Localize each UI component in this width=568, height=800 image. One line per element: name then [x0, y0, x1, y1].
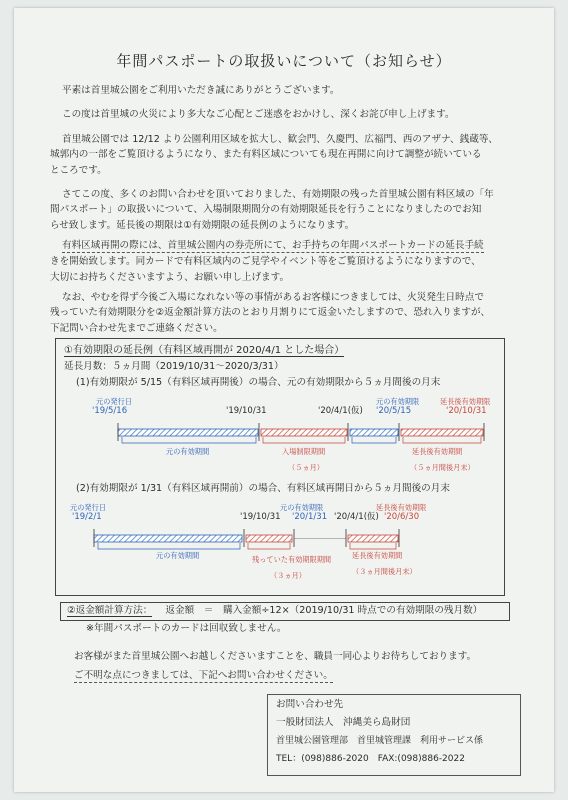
case2-timeline-svg: [56, 525, 504, 555]
notice-sheet: [14, 8, 554, 792]
case2-remaining-label: 残っていた有効期限期間: [252, 555, 332, 564]
paragraph-line: 有料区域再開の際には、首里城公園内の券売所にて、お手持ちの年間パスポートカードの延長手続: [62, 240, 484, 251]
paragraph-line: 城郭内の一部をご覧頂けるようになり、また有料区域についても現在再開に向けて調整が続いている: [50, 149, 482, 160]
extension-example-box: [55, 338, 505, 596]
paragraph-line: 間パスポート」の取扱いについて、入場制限期間分の有効期限延長を行うことになりましたのでお知: [50, 204, 482, 215]
paragraph-line: 平素は首里城公園をご利用いただき誠にありがとうございます。: [62, 85, 340, 96]
example-heading-note: （有料区域再開が 2020/4/1 とした場合）: [152, 345, 345, 356]
paragraph-line: さてこの度、多くのお問い合わせを頂いておりました、有効期限の残った首里城公園有料区域の「年: [62, 189, 494, 200]
case1-orig-remaining-bar: [350, 429, 398, 436]
case1-issue-label: 元の発行日: [96, 397, 132, 406]
case2-extended-bar: [348, 535, 398, 542]
case2-ext-label: 延長後有効期間: [352, 551, 403, 560]
case1-restricted-label: 入場制限期間: [282, 447, 326, 456]
case1-fire-date: '19/10/31: [226, 406, 267, 416]
case2-ext-sub: （３ヵ月間後月末）: [352, 567, 417, 576]
case1-timeline-svg: [56, 419, 504, 449]
refund-note: ※年間パスポートのカードは回収致しません。: [86, 623, 287, 634]
case1-reopen-date: '20/4/1(仮): [318, 406, 363, 416]
case2-reopen-date: '20/4/1(仮): [334, 512, 379, 522]
case1-orig-exp-date: '20/5/15: [376, 406, 412, 416]
case1-ext-label: 延長後有効期間: [412, 447, 463, 456]
closing-line: ご不明な点につきましては、下記へお問い合わせください。: [74, 670, 333, 681]
case1-restricted-bar: [261, 429, 347, 436]
example-heading: ①有効期限の延長例: [64, 345, 153, 356]
case1-new-exp-label: 延長後有効期限: [440, 397, 491, 406]
case1-restricted-sub: （５ヵ月）: [288, 463, 324, 472]
case1-orig-period-bar: [118, 429, 258, 436]
paragraph-line: 大切にお持ちくださいますよう、お願い申し上げます。: [50, 272, 290, 283]
extension-range: （2019/10/31～2020/3/31）: [150, 361, 284, 372]
contact-box: [267, 694, 521, 776]
paragraph-line: 残っていた有効期限分を②返金額計算方法のとおり月割りにて返金いたしますので、恐れ入りますが、: [50, 307, 491, 318]
paragraph-line: この度は首里城の火災により多大なご心配とご迷惑をおかけし、深くお詫び申し上げます。: [62, 109, 455, 120]
contact-tel: TEL：(098)886-2020 FAX:(098)886-2022: [276, 754, 465, 764]
case2-orig-period-bar: [94, 535, 242, 542]
closing-line: お客様がまた首里城公園へお越しくださいますことを、職員一同心よりお待ちしております。: [74, 651, 477, 662]
paragraph-line: ところです。: [50, 165, 107, 176]
case2-fire-date: '19/10/31: [240, 512, 281, 522]
case2-remaining-bar: [246, 535, 292, 542]
case2-new-exp-label: 延長後有効期限: [376, 503, 427, 512]
case2-orig-exp-label: 元の有効期限: [280, 503, 324, 512]
paragraph-line: なお、やむを得ず今後ご入場になれない等の事情があるお客様につきましては、火災発生日時点で: [62, 292, 484, 303]
case2-remaining-sub: （３ヵ月）: [270, 571, 306, 580]
refund-formula: 返金額 ＝ 購入金額÷12×（2019/10/31 時点での有効期限の残月数）: [165, 605, 483, 616]
paragraph-line: きを開始致します。同カードで有料区域内のご見学やイベント等をご覧頂けるようになりますので、: [50, 256, 481, 267]
case1-ext-sub: （５ヵ月間後月末）: [410, 463, 475, 472]
page-title: 年間パスポートの取扱いについて（お知らせ）: [116, 52, 452, 70]
case2-orig-exp-date: '20/1/31: [292, 512, 328, 522]
case1-new-exp-date: '20/10/31: [446, 406, 487, 416]
refund-heading: ②返金額計算方法：: [67, 605, 153, 616]
case2-issue-date: '19/2/1: [72, 512, 102, 522]
refund-method-box: [60, 602, 510, 621]
paragraph-line: らせ致します。延長後の期限は①有効期限の延長例のようになります。: [50, 220, 355, 231]
case1-orig-period-label: 元の有効期間: [166, 447, 210, 456]
case1-issue-date: '19/5/16: [92, 406, 128, 416]
case1-extended-bar: [401, 429, 483, 436]
extension-months: 延長月数：５ヵ月間: [64, 361, 151, 372]
case1-text: (1)有効期限が 5/15（有料区域再開後）の場合、元の有効期限から５ヵ月間後の月末: [76, 377, 441, 388]
contact-dept: 首里城公園管理部 首里城管理課 利用サービス係: [276, 736, 484, 746]
case1-orig-exp-label: 元の有効期限: [376, 397, 420, 406]
contact-org: 一般財団法人 沖縄美ら島財団: [276, 717, 411, 728]
contact-heading: お問い合わせ先: [276, 699, 344, 710]
case2-new-exp-date: '20/6/30: [384, 512, 420, 522]
paragraph-line: 下記問い合わせ先までご連絡ください。: [50, 323, 223, 334]
paragraph-line: 首里城公園では 12/12 より公園利用区域を拡大し、歓会門、久慶門、広福門、西のアザナ、銭蔵等、: [62, 134, 499, 145]
case2-orig-period-label: 元の有効期間: [156, 551, 200, 560]
case2-text: (2)有効期限が 1/31（有料区域再開前）の場合、有料区域再開日から５ヵ月間後の月末: [76, 483, 450, 494]
case2-issue-label: 元の発行日: [70, 503, 106, 512]
